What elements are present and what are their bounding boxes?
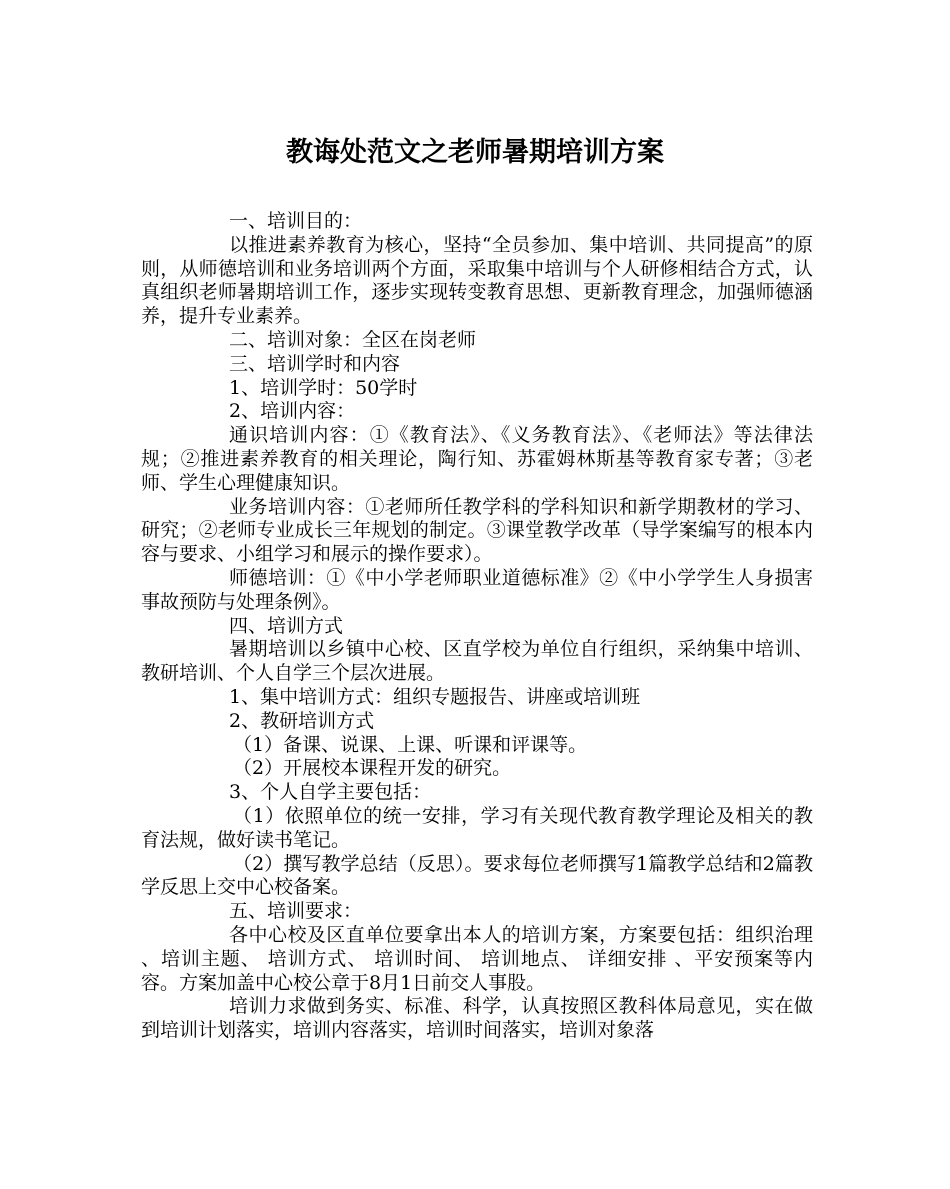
document-body [141,210,813,1043]
paragraph-professional-training: 业务培训内容：①老师所任教学科的学科知识和新学期教材的学习、研究；②老师专业成长三年规划的制定。③课堂教学改革（导学案编写的根本内容与要求、小组学习和展示的操作要求）。 [141,495,813,566]
sub-item-write-summary: （2）撰写教学总结（反思）。要求每位老师撰写1篇教学总结和2篇教学反思上交中心校备案。 [141,852,813,899]
item-centralized-training: 1、集中培训方式：组织专题报告、讲座或培训班 [229,685,641,708]
item-hours: 1、培训学时：50学时 [229,376,418,399]
sub-item-curriculum-research: （2）开展校本课程开发的研究。 [233,757,512,780]
item-research-training: 2、教研培训方式 [229,709,375,732]
sub-item-lesson-activities: （1）备课、说课、上课、听课和评课等。 [233,733,588,756]
section-heading-method: 四、培训方式 [229,614,344,637]
paragraph-plan-requirements: 各中心校及区直单位要拿出本人的培训方案，方案要包括：组织治理 、培训主题、 培训方式、 培训时间、 培训地点、 详细安排 、平安预案等内容。方案加盖中心校公章于8月1日前交人事股。 [141,923,813,994]
item-content: 2、培训内容： [229,400,356,423]
paragraph-general-training: 通识培训内容：①《教育法》、《义务教育法》、《老师法》等法律法规；②推进素养教育的相关理论，陶行知、苏霍姆林斯基等教育家专著；③老师、学生心理健康知识。 [141,424,813,494]
section-heading-purpose: 一、培训目的： [229,210,363,232]
section-heading-requirements: 五、培训要求： [229,900,363,923]
section-heading-target: 二、培训对象：全区在岗老师 [229,328,477,351]
item-self-study: 3、个人自学主要包括： [229,781,432,804]
section-heading-hours-content: 三、培训学时和内容 [229,352,401,375]
sub-item-study-theory: （1）依照单位的统一安排，学习有关现代教育教学理论及相关的教育法规，做好读书笔记。 [141,804,813,851]
paragraph-ethics-training: 师德培训：①《中小学老师职业道德标准》②《中小学学生人身损害事故预防与处理条例》。 [141,566,813,613]
paragraph-training-goals: 培训力求做到务实、标准、科学，认真按照区教科体局意见，实在做到培训计划落实，培训内容落实，培训时间落实，培训对象落 [141,995,813,1042]
document-title: 教诲处范文之老师暑期培训方案 [286,137,664,168]
paragraph-purpose: 以推进素养教育为核心，坚持“全员参加、集中培训、共同提高”的原则，从师德培训和业务培训两个方面，采取集中培训与个人研修相结合方式，认真组织老师暑期培训工作，逐步实现转变教育思想、更新教育理念，加强师德涵养，提升专业素养。 [141,233,813,328]
paragraph-method: 暑期培训以乡镇中心校、区直学校为单位自行组织，采纳集中培训、教研培训、个人自学三个层次进展。 [141,638,813,685]
